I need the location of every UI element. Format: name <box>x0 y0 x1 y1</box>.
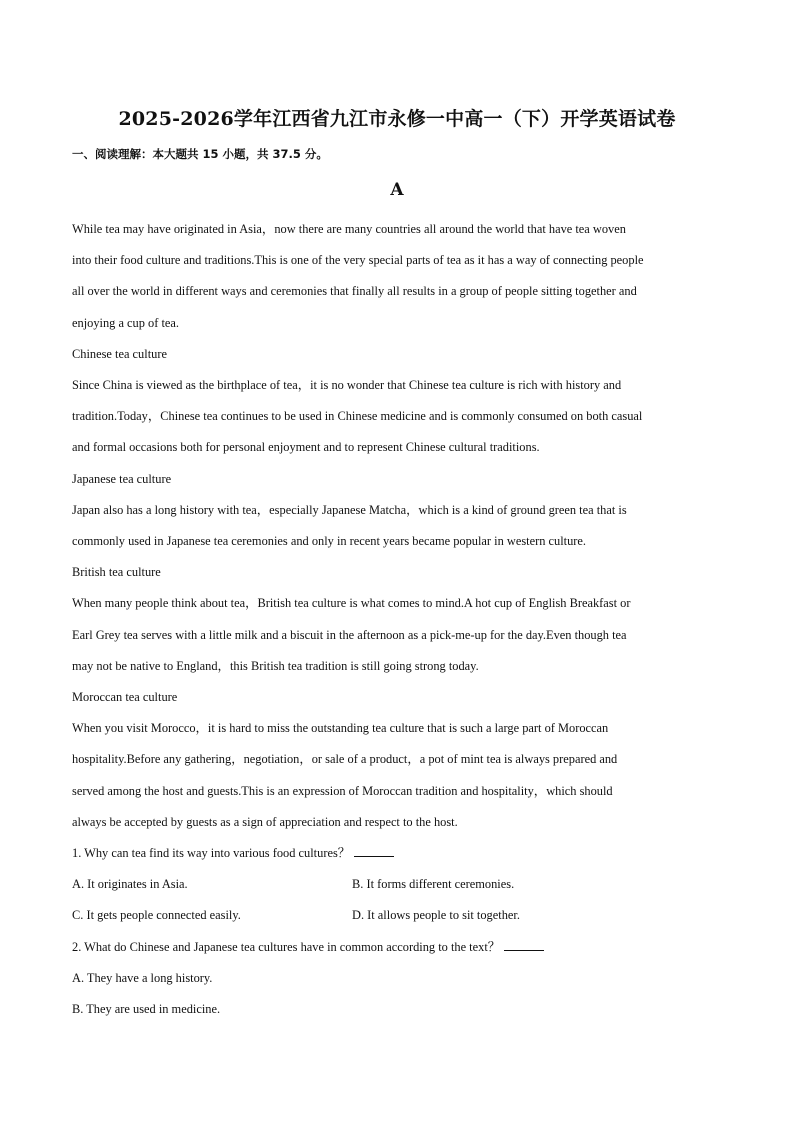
moroccan-paragraph <box>72 713 722 838</box>
question-stem: 1. Why can tea find its way into various food cultures？ <box>72 846 351 861</box>
text-line: all over the world in different ways and ceremonies that finally all results in a group of people sitting together and <box>72 284 637 299</box>
question-2 <box>72 932 722 963</box>
options-row <box>72 869 722 900</box>
text-line: Since China is viewed as the birthplace of tea，it is no wonder that Chinese tea culture is rich with history and <box>72 378 622 393</box>
section-heading: 一、阅读理解：本大题共 15 小题，共 37.5 分。 <box>72 147 328 161</box>
option-d[interactable]: D. It allows people to sit together. <box>352 908 520 923</box>
option-a[interactable]: A. It originates in Asia. <box>72 877 188 892</box>
text-line: commonly used in Japanese tea ceremonies and only in recent years became popular in western culture. <box>72 534 587 549</box>
question-1 <box>72 838 722 869</box>
options-row <box>72 900 722 931</box>
option-b[interactable]: B. It forms different ceremonies. <box>352 877 515 892</box>
text-line: served among the host and guests.This is an expression of Moroccan tradition and hospitality，which should <box>72 783 613 798</box>
text-line: Japan also has a long history with tea，especially Japanese Matcha，which is a kind of ground green tea that is <box>72 502 627 517</box>
subheading-japanese: Japanese tea culture <box>72 471 172 486</box>
question-stem: 2. What do Chinese and Japanese tea cultures have in common according to the text？ <box>72 939 501 954</box>
text-line: into their food culture and traditions.This is one of the very special parts of tea as it has a way of connecting people <box>72 253 644 268</box>
subheading-chinese: Chinese tea culture <box>72 346 167 361</box>
option-b[interactable]: B. They are used in medicine. <box>72 1002 221 1017</box>
answer-blank[interactable] <box>504 938 544 951</box>
option-c[interactable]: C. It gets people connected easily. <box>72 908 241 923</box>
text-line: may not be native to England，this British tea tradition is still going strong today. <box>72 658 479 673</box>
text-line: While tea may have originated in Asia，now there are many countries all around the world that have tea woven <box>72 222 626 236</box>
option-a[interactable]: A. They have a long history. <box>72 970 213 985</box>
subheading-moroccan: Moroccan tea culture <box>72 690 178 705</box>
text-line: enjoying a cup of tea. <box>72 315 180 330</box>
intro-paragraph <box>72 214 722 339</box>
text-line: When you visit Morocco，it is hard to miss the outstanding tea culture that is such a large part of Moroccan <box>72 721 609 736</box>
british-paragraph <box>72 588 722 682</box>
text-line: hospitality.Before any gathering，negotiation，or sale of a product，a pot of mint tea is always prepared and <box>72 752 618 767</box>
passage-body <box>72 214 722 1025</box>
subheading-british: British tea culture <box>72 565 161 580</box>
japanese-paragraph <box>72 495 722 557</box>
text-line: always be accepted by guests as a sign of appreciation and respect to the host. <box>72 814 458 829</box>
answer-blank[interactable] <box>354 844 394 857</box>
text-line: tradition.Today，Chinese tea continues to be used in Chinese medicine and is commonly consumed on both casual <box>72 409 643 424</box>
text-line: Earl Grey tea serves with a little milk and a biscuit in the afternoon as a pick-me-up for the day.Even though tea <box>72 627 627 642</box>
passage-letter: A <box>390 180 404 200</box>
page-title: 2025-2026学年江西省九江市永修一中高一（下）开学英语试卷 <box>118 108 676 130</box>
text-line: When many people think about tea，British tea culture is what comes to mind.A hot cup of English Breakfast or <box>72 596 631 611</box>
chinese-paragraph <box>72 370 722 464</box>
text-line: and formal occasions both for personal enjoyment and to represent Chinese cultural traditions. <box>72 440 540 455</box>
